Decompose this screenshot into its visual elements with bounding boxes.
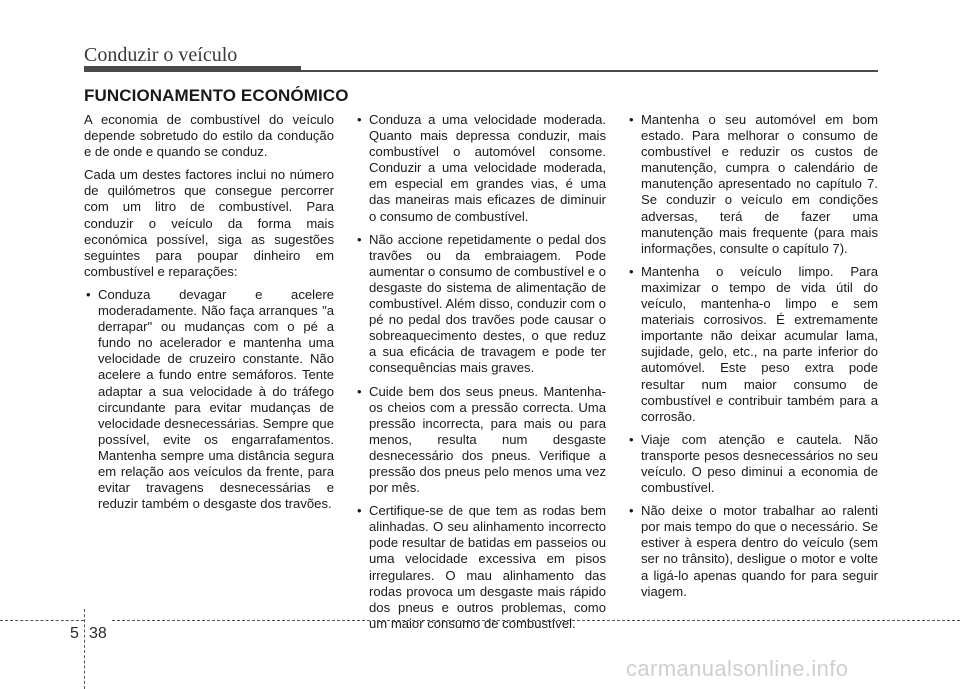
watermark: carmanualsonline.info <box>626 656 849 681</box>
bullet-text: Não deixe o motor trabalhar ao ralenti por mais tempo do que o necessário. Se estiver à espera dentro do veículo (sem ser no trânsito), desligue o motor e volte a ligá-lo apenas quando for para seguir viagem. <box>641 503 878 599</box>
header-rule-thick <box>84 66 301 72</box>
bullet-item <box>355 384 606 497</box>
bullet-item <box>627 112 878 257</box>
bullet-glyph: • <box>629 431 634 447</box>
paragraph: Cada um destes factores inclui no número de quilómetros que consegue percorrer com um litro de combustível. Para conduzir o veículo da forma mais económica possível, siga as sugestões seguintes para poupar dinheiro em combustível e reparações: <box>84 167 334 279</box>
bullet-glyph: • <box>629 263 634 279</box>
bullet-glyph: • <box>357 231 362 247</box>
header-rule-thin <box>301 70 878 72</box>
chapter-title: Conduzir o veículo <box>84 44 238 66</box>
bullet-text: Mantenha o veículo limpo. Para maximizar o tempo de vida útil do veículo, mantenha-o limpo e sem materiais corrosivos. É extremamente importante não deixar acumular lama, sujidade, gelo, etc., na parte inferior do automóvel. Este peso extra pode resultar num maior consumo de combustível e contribuir também para a corrosão. <box>641 263 878 424</box>
bullet-text: Viaje com atenção e cautela. Não transporte pesos desnecessários no seu veículo. O peso diminui a economia de combustível. <box>641 431 878 496</box>
footer-rule-left <box>0 620 84 621</box>
section-number: 5 <box>70 625 79 642</box>
bullet-item <box>627 503 878 600</box>
bullet-list <box>355 112 606 632</box>
bullet-list <box>84 287 334 512</box>
bullet-item <box>84 287 334 512</box>
bullet-text: Conduza devagar e acelere moderadamente. Não faça arranques "a derrapar" ou mudanças com o pé a fundo no acelerador e mantenha uma velocidade de cruzeiro constante. Não acelere a fundo entre semáforos. Tente adaptar a sua velocidade à do tráfego circundante para evitar mudanças de velocidade desnecessárias. Sempre que possível, evite os engarrafamentos. Mantenha sempre uma distância segura em relação aos veículos da frente, para evitar travagens desnecessárias e reduzir também o desgaste dos travões. <box>98 286 334 512</box>
bullet-text: Cuide bem dos seus pneus. Mantenha-os cheios com a pressão correcta. Uma pressão incorrecta, para mais ou para menos, resulta num desgaste desnecessário dos pneus. Verifique a pressão dos pneus pelo menos uma vez por mês. <box>369 383 606 496</box>
text-column-1 <box>84 112 334 519</box>
bullet-glyph: • <box>357 383 362 399</box>
bullet-text: Não accione repetidamente o pedal dos travões ou da embraiagem. Pode aumentar o consumo de combustível e o desgaste do sistema de alimentação de combustível. Além disso, conduzir com o pé no pedal dos travões pode causar o sobreaquecimento destes, o que reduz a sua eficácia de travagem e pode ter consequências mais graves. <box>369 231 606 376</box>
section-title: FUNCIONAMENTO ECONÓMICO <box>84 86 349 105</box>
bullet-text: Mantenha o seu automóvel em bom estado. Para melhorar o consumo de combustível e reduzir os custos de manutenção, cumpra o calendário de manutenção apresentado no capítulo 7. Se conduzir o veículo em condições adversas, terá de fazer uma manutenção mais frequente (para mais informações, consulte o capítulo 7). <box>641 112 878 256</box>
bullet-item <box>627 432 878 496</box>
text-column-3 <box>627 112 878 607</box>
bullet-glyph: • <box>629 112 634 127</box>
bullet-item <box>355 232 606 377</box>
bullet-glyph: • <box>357 112 362 127</box>
bullet-list <box>627 112 878 600</box>
text-column-2 <box>355 112 606 639</box>
bullet-item <box>355 112 606 225</box>
bullet-glyph: • <box>86 286 91 302</box>
paragraph: A economia de combustível do veículo depende sobretudo do estilo da condução e de onde e quando se conduz. <box>84 112 334 160</box>
bullet-item <box>627 264 878 425</box>
bullet-text: Certifique-se de que tem as rodas bem alinhadas. O seu alinhamento incorrecto pode resultar de batidas em passeios ou uma velocidade excessiva em pisos irregulares. O mau alinhamento das rodas provoca um desgaste mais rápido dos pneus e outros problemas, como um maior consumo de combustível. <box>369 503 606 631</box>
footer-rule-right <box>112 620 960 621</box>
bullet-glyph: • <box>629 503 634 519</box>
page-number: 38 <box>89 625 107 642</box>
bullet-glyph: • <box>357 503 362 519</box>
bullet-item <box>355 503 606 632</box>
bullet-text: Conduza a uma velocidade moderada. Quanto mais depressa conduzir, mais combustível o automóvel consome. Conduzir a uma velocidade moderada, em especial em grandes vias, é uma das maneiras mais eficazes de diminuir o consumo de combustível. <box>369 112 606 224</box>
footer-divider <box>84 609 85 689</box>
